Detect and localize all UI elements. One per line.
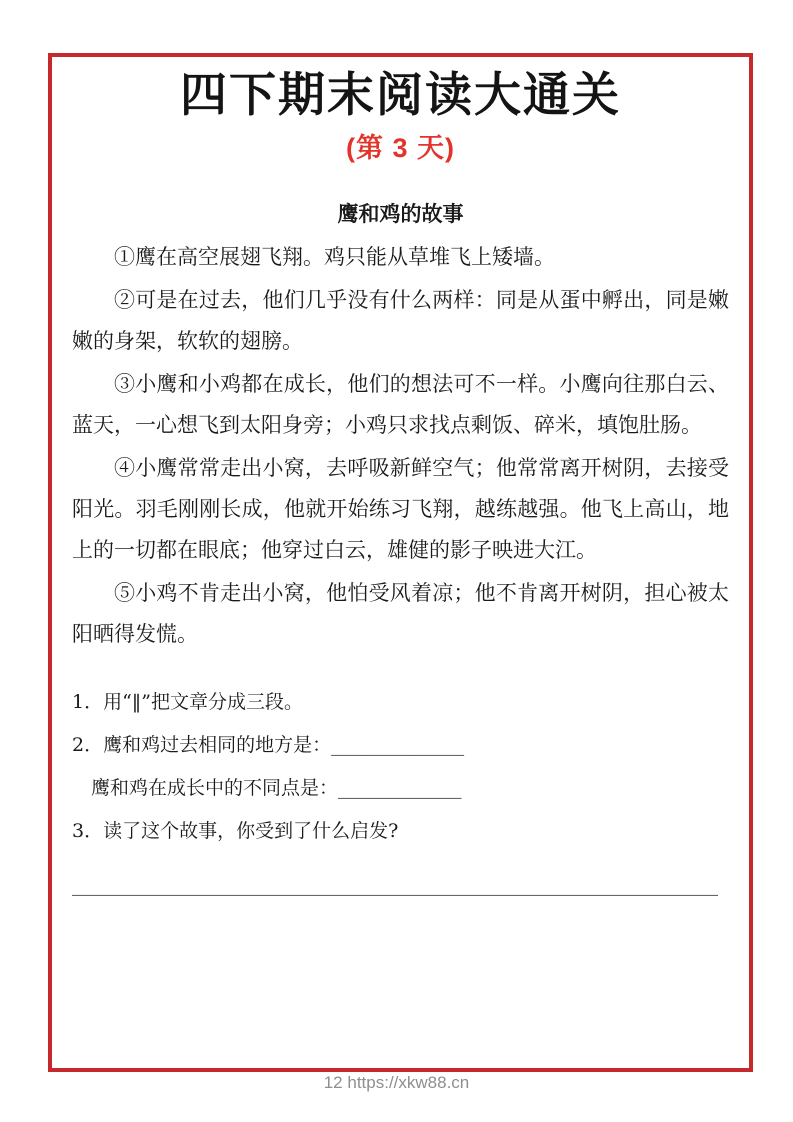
- question-2-line-2: [72, 775, 729, 801]
- page-number: 12: [323, 1073, 343, 1092]
- footer-url-link[interactable]: https://xkw88.cn: [347, 1073, 470, 1092]
- passage-paragraph-5: ⑤小鸡不肯走出小窝，他怕受风着凉；他不肯离开树阴，担心被太阳晒得发慌。: [72, 581, 729, 646]
- question-2b-text: 鹰和鸡在成长中的不同点是：: [91, 777, 339, 799]
- question-3-answer-line: ____________________________________________________________________: [72, 874, 718, 896]
- passage-title: 鹰和鸡的故事: [337, 201, 464, 226]
- questions-section: [72, 689, 729, 898]
- page-footer: [0, 1072, 793, 1094]
- question-1: 1．用“‖”把文章分成三段。: [72, 691, 304, 713]
- passage-paragraph-1: ①鹰在高空展翅飞翔。鸡只能从草堆飞上矮墙。: [114, 245, 555, 269]
- passage-paragraph-2: ②可是在过去，他们几乎没有什么两样：同是从蛋中孵出，同是嫩嫩的身架，软软的翅膀。: [72, 288, 729, 353]
- question-3: 3．读了这个故事，你受到了什么启发?: [72, 820, 399, 842]
- page-subtitle: (第 3 天): [345, 133, 455, 163]
- passage-paragraph-4: ④小鹰常常走出小窝，去呼吸新鲜空气；他常常离开树阴，去接受阳光。羽毛刚刚长成，他就开始练习飞翔，越练越强。他飞上高山，地上的一切都在眼底；他穿过白云，雄健的影子映进大江。: [72, 456, 729, 562]
- worksheet-page: [48, 53, 753, 1072]
- question-2-line-1: [72, 732, 729, 758]
- passage-paragraph-3: ③小鹰和小鸡都在成长，他们的想法可不一样。小鹰向往那白云、蓝天，一心想飞到太阳身旁；小鸡只求找点剩饭、碎米，填饱肚肠。: [72, 372, 729, 437]
- passage-body: [72, 237, 729, 655]
- question-2b-answer-blank: _____________: [338, 777, 462, 799]
- question-2-answer-blank: ______________: [331, 734, 465, 756]
- question-2-text: 2．鹰和鸡过去相同的地方是：: [72, 734, 332, 756]
- page-title: 四下期末阅读大通关: [180, 68, 621, 121]
